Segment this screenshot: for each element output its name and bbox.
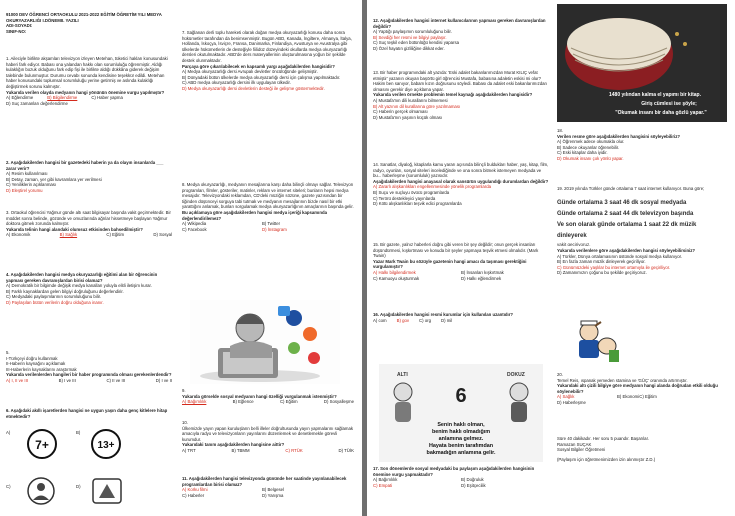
q18-option-c[interactable]: C) Eski kitaplar daha iyidir.	[557, 150, 608, 156]
q17-option-b[interactable]: B) Doğruluk	[461, 477, 484, 483]
q19-stats	[557, 198, 727, 246]
footer-line-2: Ramazan SUÇAK	[557, 441, 592, 447]
q3-option-b[interactable]: B) Sağlık	[59, 232, 78, 238]
q6-option-c[interactable]: C)	[6, 484, 11, 489]
page2-right-column	[557, 0, 729, 516]
stat-social-media: Günde ortalama 3 saat 46 dk sosyal medyada	[557, 200, 687, 206]
q7-option-a[interactable]: A) Medya okuryazarlığı dersi Avrupalı devletler öncülüğünde gelişmiştir.	[182, 69, 318, 75]
q6-option-a[interactable]: A)	[6, 430, 11, 435]
q5-item-2: II-Haberin kaynağını açıklamak	[6, 361, 66, 367]
q8-option-c[interactable]: C) Facebook	[182, 226, 207, 232]
q14-option-b[interactable]: B) Suçu ve suçluyu övücü programlarda	[373, 189, 450, 195]
q18-option-b[interactable]: B) Sadece okuyanlar öğrenebilir.	[557, 144, 620, 150]
exam-footer	[557, 436, 727, 462]
q18-question: Verilen resme göre aşağıdakilerden hangisini söyleyebiliriz?	[557, 133, 680, 139]
page1-left-column	[6, 0, 176, 516]
q9-option-c[interactable]: C) Eğitim	[279, 399, 298, 405]
q3-option-a[interactable]: A) Ekonomik	[6, 232, 31, 238]
q10-option-d[interactable]: D) TÜİK	[338, 447, 354, 453]
q1-text: 1. Aileciyle birlikte akşamları televizyon izleyen Metehan, tüketici hakları konusundaki haberi fark ediyor. Babası ona yalandan hakkı olan sorumluluğu öğrenmiştir. Aldığı kulaklığın bozuk olduğunu fark edip fişi ile birlikte aldığı dükkâna giderek değişim talebinde bulunmuştur. Durumu cevabı sonunda kendisine teşekkür edildi. Metehan haber konusundaki toplumsal sorumluluğu yerine getirmiş ve aslında kulaklığı değiştirmek sorunu kalmıştır.	[6, 56, 168, 89]
q9-option-b[interactable]: B) Eğlence	[232, 399, 254, 405]
q7-option-c[interactable]: C) ABD medya okuryazarlığı dersini ilk uygulayan ülkedir.	[182, 80, 291, 86]
exam-header	[6, 12, 172, 34]
sailor-character-illustration	[561, 318, 625, 366]
q5-item-3: III-Haberlerin kaynaklarını araştırmak	[6, 366, 77, 372]
footer-line-4: (Paylaşım için öğretmenimizden izin alınmıştır Z.D.)	[557, 456, 656, 462]
empathy-cartoon	[379, 364, 543, 462]
social-media-cartoon	[190, 300, 340, 384]
question-2	[6, 160, 172, 194]
q2-question: 2. Aşağıdakilerden hangisi bir gazetedeki haberin ya da olayın insanlarda ___ zarar verir?	[6, 160, 164, 171]
q12-option-c[interactable]: C) Suç teşkil eden bütünlüğü kendisi yaparsa	[373, 40, 459, 46]
q20-option-c[interactable]: C) Eğitim	[639, 394, 657, 400]
q15-option-b[interactable]: B) İnsanları kışkırtmak	[461, 269, 504, 275]
q4-option-c[interactable]: C) Medyadaki paylaşımlarının sorumluluğunu bilir.	[6, 294, 102, 300]
q15-option-c[interactable]: C) Kamuoyu oluşturmak	[373, 275, 420, 281]
q11-option-a[interactable]: A) Korku filmi	[182, 487, 208, 493]
q19-option-b[interactable]: B) En fazla zaman müzik dinleyerek geçiriliyor.	[557, 259, 646, 265]
name-line: ADI-SOYADI:	[6, 23, 33, 29]
q19-question: Yukarıda verilenlere göre aşağıdakilerden hangisi söyleyebilirsiniz?	[557, 248, 696, 253]
q16-option-b[interactable]: B) gov	[396, 317, 410, 323]
stat-music: Ve son olarak günde ortalama 1 saat 22 dk müzik dinleyerek	[557, 222, 697, 239]
q6-option-d[interactable]: D)	[76, 484, 81, 489]
q8-option-b[interactable]: B) Twitter	[262, 221, 281, 227]
q13-text: 13. Bir haber programındaki alt yazıda: 'Eski adalet bakanlarımızdan Murat KILIÇ vefat etmiştir' yazanın okuyan başörtü girl öğrencisi Mustafa, babasına adaletin eskisi mi olur? Hakim ben sanıyor, babam kızın doğrusunu söyledi. Babası da adalet eski bakanlarımızdan olmasını gerekir diye açıklama yapar.	[373, 70, 547, 92]
question-10	[182, 420, 354, 454]
question-19	[557, 186, 727, 192]
q11-question: 11. Aşağıdakilerden hangisi televizyonda gününde her saatinde yayınlanabilecek programlardan birisi olamaz?	[182, 476, 347, 487]
old-book-illustration	[557, 4, 727, 122]
q15-question: Yazar Mark Twain bu sözüyle gazetenin hangi amacı da taşıması gerektiğini vurgulamıştır?	[373, 258, 527, 270]
q7-option-d[interactable]: D) Medya okuryazarlığı dersi devletlerin desteği ile gelişme göstermektedir.	[182, 85, 325, 91]
question-19-body	[557, 248, 727, 276]
question-11	[182, 476, 354, 498]
q12-option-a[interactable]: A) Yaptığı paylaşımın sorumluluğunu bilir.	[373, 29, 452, 35]
q13-option-d[interactable]: D) Mustafa'nın yaşının küçük olması	[373, 114, 443, 120]
q2-option-d[interactable]: D) Eleştirel yorumu	[6, 187, 43, 193]
q3-option-c[interactable]: C) Eğitim	[106, 232, 125, 238]
q3-text: 3. Ortaokul öğrencisi Yağmur günde altı saat bilgisayar başında vakit geçirmektedir. Bir müddet sonra belinde, gözünde ve omuzlarında ağrılar hissetmeye başlayan Yağmur doktora gitmek zorunda kalmıştır.	[6, 210, 171, 227]
question-9	[182, 388, 354, 405]
old-book-photo	[557, 4, 727, 122]
q3-option-d[interactable]: D) Sosyal	[153, 232, 172, 238]
rating-general-icon[interactable]	[24, 476, 58, 506]
footer-line-1: Süre 40 dakikadır. Her soru 5 puandır. Başarılar.	[557, 436, 649, 441]
q6-question: 6. Aşağıdaki akıllı işaretlerden hangisi ne uygun yaşın daha genç kitlelere hitap etmektedir?	[6, 408, 168, 419]
q1-question: Yukarıda verilen olayda medyanın hangi yönünün önemine vurgu yapılmıştır?	[6, 89, 165, 95]
q2-option-c[interactable]: C) Yeniliklerin açıklanması	[6, 182, 57, 188]
book-caption-3: "Okumak insanı bir daha gözlü yapar."	[615, 110, 707, 116]
q5-option-a[interactable]: A) I, II ve III	[6, 377, 28, 383]
q13-option-b[interactable]: B) Alt yazının dil kurallarına göre yazılmaması	[373, 103, 461, 109]
q1-option-a[interactable]: A) Eğlendirme	[6, 95, 34, 101]
q9-number: 9.	[182, 388, 186, 393]
book-caption-1: 1480 yılından kalma el yapımı bir kitap.	[609, 92, 701, 98]
q1-option-b[interactable]: B) Bilgilendirme	[47, 95, 78, 101]
stat-television: Günde ortalama 2 saat 44 dk televizyon başında	[557, 211, 694, 217]
q17-option-a[interactable]: A) Bağımlılık	[373, 477, 398, 483]
q13-option-a[interactable]: A) Mustafa'nın dili kurallarını bilmemesi	[373, 97, 448, 103]
q6-rating-figures	[6, 426, 172, 512]
q11-option-d[interactable]: D) Yarışma	[262, 492, 284, 498]
q16-option-a[interactable]: A) com	[373, 317, 387, 323]
q5-option-d[interactable]: D) I ve II	[155, 377, 172, 383]
question-13	[373, 70, 549, 120]
q5-option-b[interactable]: B) I ve III	[58, 377, 76, 383]
q10-option-a[interactable]: A) TRT	[182, 447, 196, 453]
q16-option-d[interactable]: D) mil	[440, 317, 453, 323]
cartoon-text-5: bakmadığın anlamına gelir.	[426, 450, 496, 456]
question-20	[557, 372, 727, 406]
q14-option-d[interactable]: D) Kötü alışkanlıkları teşvik edici programlarda	[373, 201, 462, 207]
q7-option-b[interactable]: B) Dünyadaki bütün ülkelerde medya okuryazarlığı dersi için çalışma yapılmaktadır.	[182, 74, 341, 80]
q9-option-a[interactable]: A) Bağımlılık	[182, 399, 207, 405]
q11-option-c[interactable]: C) Haberler	[182, 492, 205, 498]
q13-question: Yukarıda verilen örnekte problemin temel kaynağı aşağıdakilerden hangisidir?	[373, 92, 533, 98]
q8-question: Bu açıklamaya göre aşağıdakilerden hangisi medya içeriği kapsamında değerlendirilemez?	[182, 209, 327, 221]
q8-text: 8. Medya okuryazarlığı, medyanın mesajlarına karşı daha bilinçli olmayı sağlar. Televizyon programları, filmler, gösteriler, matinler, reklam ve internet siteleri; bunların hepsi medya mesajıdır. Televizyondaki reklamdan, CD'deki müziğin sözüne, gazete yazısından bir tiğinden düşünceyi sorguya tabi tutmak ve medyanın mesajlarının bizde nasıl bir etki yarattığını anlamak, bunları sorgulamak medya okuryazarlığının amaçlarının başında gelir.	[182, 182, 354, 210]
q20-text: Temel Reis, ıspanak yemeden stamina ve 'GÜÇ' oranında artırmıştır.	[557, 377, 688, 383]
cartoon-label-right: DOKUZ	[507, 372, 525, 378]
svg-text:6: 6	[455, 385, 467, 407]
q18-option-a[interactable]: A) Öğrenmek adece okumakla olur.	[557, 139, 625, 145]
q5-question: Yukarıda verilenlerden hangileri bir haber programında olması gerekenlerdendir?	[6, 372, 172, 378]
q6-option-b[interactable]: B)	[76, 430, 81, 435]
q19-option-d[interactable]: D) Zamanımızın çoğunu bu şekilde geçiriyoruz.	[557, 270, 647, 276]
q11-option-b[interactable]: B) Belgesel	[262, 487, 284, 493]
exam-title: 91000 DEV ÖĞRENCİ ORTAOKULU 2021-2022 EĞİTİM ÖĞRETİM YILI MEDYA OKURYAZARLIĞI I.DÖNEMII. YAZILI	[6, 12, 162, 23]
page2-left-column	[373, 0, 551, 516]
question-3	[6, 210, 172, 238]
q2-option-a[interactable]: A) Resim kullanılması	[6, 171, 48, 177]
class-line: SINIF-NO:	[6, 28, 27, 34]
social-media-illustration	[190, 300, 340, 384]
q5-lead: 5.	[6, 350, 10, 355]
q10-question: Yukarıdaki tanım aşağıdakilerden hangisine aittir?	[182, 442, 285, 448]
q13-option-c[interactable]: C) Haberin gerçek olmaması	[373, 109, 428, 115]
q9-question: Yukarıda görselde sosyal medyanın hangi özelliği vurgulanmak istenmiştir?	[182, 393, 337, 399]
popeye-figure	[561, 318, 625, 366]
q14-option-a[interactable]: A) Zararlı alışkanlıkları engellenmesinde yönelik programlarda	[373, 184, 491, 190]
q17-option-c[interactable]: C) Empati	[373, 482, 393, 488]
question-5	[6, 350, 172, 384]
q4-option-b[interactable]: B) Farklı kaynaklardan gelen bilgiyi doğruluğunu değerlendirir.	[6, 288, 124, 294]
cartoon-text-1: Senin haklı olman,	[437, 422, 485, 428]
q5-item-1: I-Türkçeyi doğru kullanmak	[6, 355, 58, 361]
question-6	[6, 408, 172, 419]
q20-option-b[interactable]: B) Ekonomi	[617, 394, 640, 400]
q3-question: Yukarıda telinin hangi alandaki olumsuz etkisinden bahsedilmiştir?	[6, 226, 143, 232]
q1-option-d[interactable]: D) Suç zamanları değerlendirme	[6, 100, 68, 106]
q12-option-d[interactable]: D) Özel hayatın gizliliğine dikkat eder.	[373, 45, 445, 51]
q16-question: 16. Aşağıdakilerden hangisi resmi kurumlar için kullanılan uzantıdır?	[373, 312, 514, 317]
q17-question: 17. Son dönemlerde sosyal medyadaki bu paylaşım aşağıdakilerden hangisinin önemine vurgu yapmaktadır?	[373, 466, 535, 477]
q20-option-a[interactable]: A) Sağlık	[557, 394, 575, 400]
q2-option-b[interactable]: B) Detay, zaman, yer gibi kavramlara yer verilmesi	[6, 176, 102, 182]
page1-right-column	[182, 0, 358, 516]
cartoon-text-2: benim haklı olmadığım	[431, 429, 491, 435]
q12-question: 12. Aşağıdakilerden hangisi internet kullanıcılarının yapması gereken davranışlardan değildir?	[373, 18, 546, 29]
q18-option-d[interactable]: D) Okumak insanı çok yönlü yapar.	[557, 155, 624, 161]
footer-line-3: Sosyal Bilgiler Öğretmeni	[557, 447, 606, 453]
q16-option-c[interactable]: C) org	[419, 317, 431, 323]
question-7	[182, 30, 354, 92]
rating-7plus-badge[interactable]	[26, 428, 58, 460]
exam-page-1	[0, 0, 362, 516]
q4-option-d[interactable]: D) Paylaşılan bütün verilerin doğru olduğuna inanır.	[6, 299, 104, 305]
q20-question: Yukarıdaki altı çizili bilgiye göre medyanın hangi alanda doğrudan etkili olduğu söylenebilir?	[557, 383, 718, 394]
q17-option-d[interactable]: D) Eşitçecilik	[461, 482, 486, 488]
question-15	[373, 242, 549, 281]
q19-text: 19. 2019 yılında Türkler günde ortalama 7 saat internet kullanıyor. Buna göre;	[557, 186, 705, 191]
q14-option-c[interactable]: C) Terörü destekleyici yayınlarda	[373, 195, 436, 201]
q8-option-d[interactable]: D) İnstagram	[262, 226, 287, 232]
q19-stats-figure	[557, 198, 727, 246]
q15-option-a[interactable]: A) Halkı bilgilendirmek	[373, 269, 416, 275]
q4-question: 4. Aşağıdakilerden hangisi medya okuryazarlığı eğitimi alan bir öğrencinin yapması gereken davranışlardan birisi olamaz?	[6, 272, 158, 283]
q10-option-c[interactable]: C) RTÜK	[285, 447, 303, 453]
stat-tail: vakit geçiriyoruz.	[557, 242, 591, 246]
rating-violence-icon[interactable]	[90, 476, 124, 506]
q20-option-d[interactable]: D) Haberleşme	[557, 399, 586, 405]
q15-text: 15. Bir gazete, yalnız haberleri doğru gibi veren bir şey değildir; onun gerçek insanları düşündürmesi, kışkırtması ve konuda bir şeyler yapmaya teşvik etmesi olmalıdır. (Mark Twain)	[373, 242, 539, 259]
question-1	[6, 56, 172, 106]
question-17	[373, 466, 549, 488]
exam-page-2	[367, 0, 735, 516]
q10-text: Ülkemizde yayın yapan kuruluşların belli illeler doğrultusunda yayın yapmalarını sağlamak amacıyla radyo ve televizyonların yayınlarını düzenlemek ve denetlemekle görevli kurumdur.	[182, 425, 354, 442]
q10-number: 10.	[182, 420, 188, 425]
q8-option-a[interactable]: A) Wikipedia	[182, 221, 207, 227]
q12-option-b[interactable]: B) Sevdiği her resmi ve bilgiyi paylaşır.	[373, 34, 447, 40]
q18-number: 18.	[557, 128, 563, 133]
badge-13plus-text: 13+	[97, 440, 115, 451]
cartoon-label-left: ALTI	[397, 372, 408, 378]
q19-option-c[interactable]: C) Günümüzdeki yaşlılar bu internet ortamıyla ile geçiriliyor.	[557, 264, 671, 270]
question-12	[373, 18, 549, 52]
q4-option-a[interactable]: A) Demokratik bir bilgimde değişik medya kanalları yoluyla elitli iletişim kurar.	[6, 283, 152, 289]
q14-text: 14. Sanatlar, diyaloğ, kitaplarla kamu yararı açısında bilinçli buldukları haber, yaş, kitap, film, radyo, oyunları, sosyal siteleri incelediğinde ve ona sonra bitmek istemeyen medyada ve bu... haberleşme (sorumluluk) yazısıdır.	[373, 162, 549, 179]
q20-number: 20.	[557, 372, 563, 377]
q7-text: 7. Sağlanan derli toplu hareketi olarak doğan medya okuryazarlığı konusu daha sonra hükümetler tarafından da benimsenmiştir. Bugün ABD, Kanada, İngiltere, Almanya, İtalya, Hollanda, İskoçya, İsviçre, Fransa, Danimarka, Finlandiya, Avusturya ve Avustralya gibi ülkelerde hükümetlerin de desteğiyle fiilidüz düzeyindeki okullarda medya okuryazarlığı dersleri okutulmaktadır. ABD'de ders materyallerinin oluşturulmasına yoğun bir şekilde destek olunmaktadır.	[182, 30, 352, 63]
q15-option-d[interactable]: D) Halkı eğlendirmek	[461, 275, 502, 281]
book-caption-2: Giriş cümlesi ise şöyle;	[641, 101, 697, 107]
six-nine-illustration	[379, 364, 543, 462]
rating-13plus-badge[interactable]	[90, 428, 122, 460]
question-8	[182, 182, 354, 232]
badge-7plus-text: 7+	[35, 438, 49, 452]
q9-option-d[interactable]: D) Sosyalleşme	[323, 399, 354, 405]
q10-option-b[interactable]: B) TBMM	[231, 447, 250, 453]
cartoon-text-3: anlamına gelmez.	[438, 436, 484, 442]
question-4	[6, 272, 172, 306]
question-14	[373, 162, 549, 207]
question-16	[373, 312, 549, 323]
q5-option-c[interactable]: C) II ve III	[106, 377, 126, 383]
question-18	[557, 128, 727, 162]
q1-option-c[interactable]: C) Haber yapma	[91, 95, 123, 101]
q19-option-a[interactable]: A) Türkler, Dünya ortalamasının üstünde sosyal medya kullanıyor.	[557, 253, 683, 259]
q7-question: Parçaya göre çıkarılabilecek en kapsamlı yargı aşağıdakilerden hangisidir?	[182, 63, 335, 69]
q14-question: Aşağıdakilerden hangisi anayasal olarak sansürün uygulandığı durumlardan değildir?	[373, 178, 549, 184]
cartoon-text-4: Hayata benim tarafımdan	[428, 443, 494, 449]
